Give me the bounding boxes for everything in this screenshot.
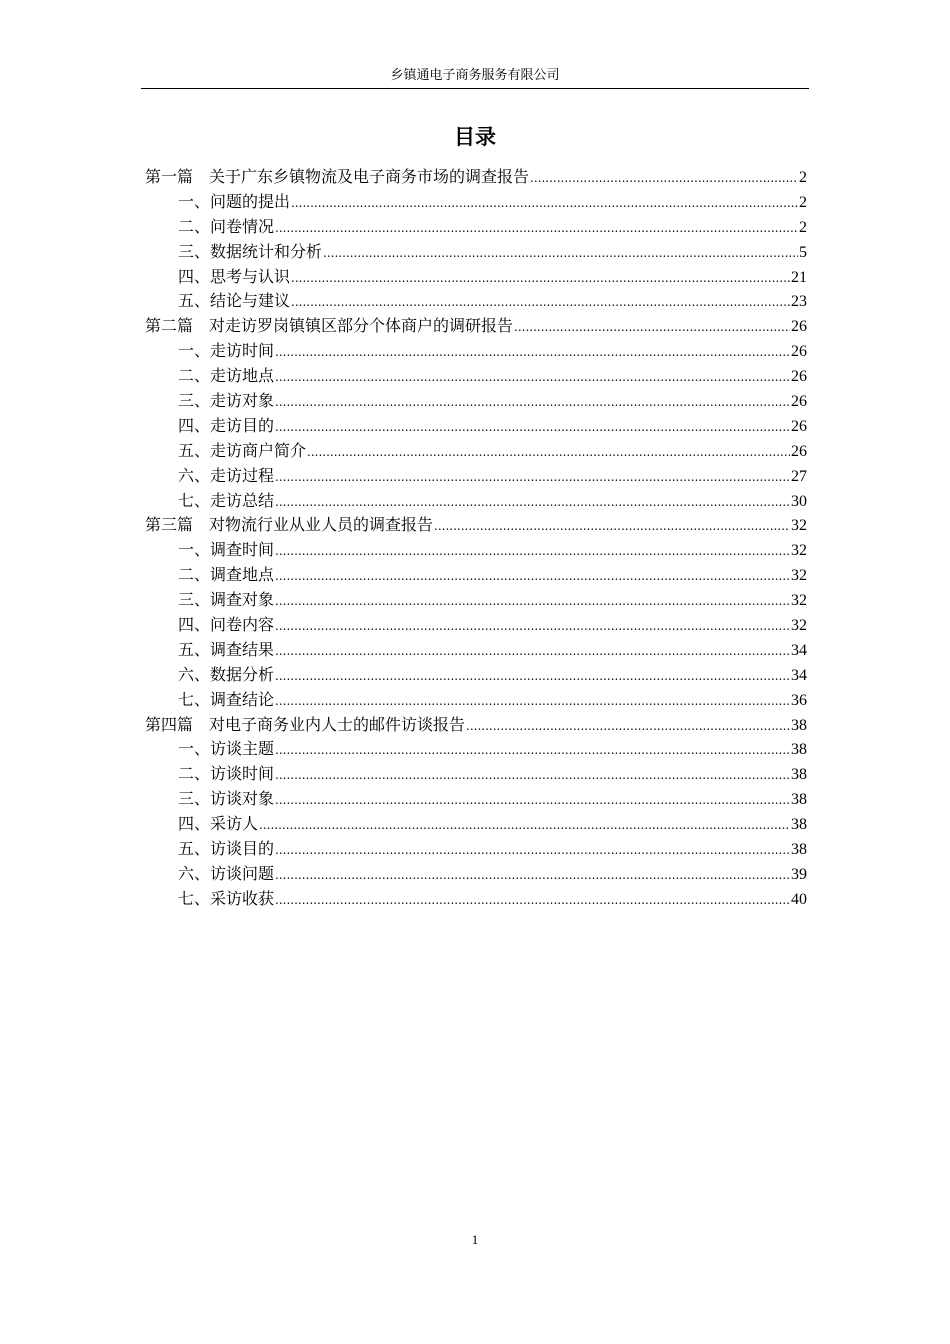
toc-dot-leader [259, 813, 790, 838]
toc-section-entry[interactable] [145, 389, 807, 414]
toc-dot-leader [434, 514, 790, 539]
toc-entry-text: 对走访罗岗镇镇区部分个体商户的调研报告 [209, 316, 514, 336]
toc-entry-text: 七、走访总结 [178, 490, 275, 510]
toc-section-entry[interactable] [145, 588, 807, 613]
toc-entry-text: 一、问题的提出 [178, 191, 291, 211]
toc-entry-text: 五、调查结果 [178, 639, 275, 659]
toc-section-entry[interactable] [145, 688, 807, 713]
toc-entry-label [178, 737, 274, 762]
toc-section-entry[interactable] [145, 862, 807, 887]
toc-dot-leader [275, 863, 790, 888]
toc-section-entry[interactable] [145, 737, 807, 762]
toc-section-entry[interactable] [145, 663, 807, 688]
toc-entry-text: 七、采访收获 [178, 888, 275, 908]
toc-dot-leader [275, 838, 790, 863]
toc-chapter-number: 第一篇 [145, 167, 194, 186]
table-of-contents [145, 165, 807, 912]
toc-entry-label [178, 265, 290, 290]
toc-entry-label [178, 215, 274, 240]
toc-page-number: 5 [799, 243, 807, 261]
toc-dot-leader [291, 191, 798, 216]
toc-entry-text: 一、调查时间 [178, 540, 275, 560]
toc-entry-label [178, 240, 322, 265]
toc-page-number: 38 [791, 791, 807, 809]
toc-entry-label [178, 364, 274, 389]
toc-dot-leader [275, 465, 790, 490]
toc-entry-text: 四、走访目的 [178, 415, 275, 435]
toc-entry-label [178, 588, 274, 613]
toc-section-entry[interactable] [145, 762, 807, 787]
toc-chapter-entry[interactable] [145, 713, 807, 738]
toc-entry-text: 对物流行业从业人员的调查报告 [209, 515, 434, 535]
toc-section-entry[interactable] [145, 638, 807, 663]
toc-entry-label [178, 389, 274, 414]
toc-entry-text: 三、走访对象 [178, 391, 275, 411]
toc-chapter-entry[interactable] [145, 314, 807, 339]
toc-chapter-entry[interactable] [145, 165, 807, 190]
toc-entry-label [145, 513, 433, 538]
toc-entry-text: 六、数据分析 [178, 664, 275, 684]
toc-dot-leader [275, 365, 790, 390]
toc-page-number: 34 [791, 666, 807, 684]
toc-dot-leader [530, 166, 798, 191]
toc-page-number: 26 [791, 393, 807, 411]
toc-section-entry[interactable] [145, 240, 807, 265]
toc-page-number: 38 [791, 816, 807, 834]
toc-entry-text: 四、问卷内容 [178, 615, 275, 635]
toc-entry-text: 五、访谈目的 [178, 839, 275, 859]
toc-entry-label [178, 613, 274, 638]
toc-page-number: 38 [791, 741, 807, 759]
page-number: 1 [471, 1232, 479, 1247]
toc-chapter-number: 第四篇 [145, 714, 194, 734]
toc-page-number: 32 [791, 617, 807, 635]
toc-entry-text: 三、访谈对象 [178, 789, 275, 809]
toc-entry-text: 一、走访时间 [178, 341, 275, 361]
toc-dot-leader [275, 788, 790, 813]
toc-dot-leader [275, 390, 790, 415]
toc-entry-text: 七、调查结论 [178, 689, 275, 709]
toc-dot-leader [275, 738, 790, 763]
toc-entry-text: 五、结论与建议 [178, 291, 291, 311]
toc-dot-leader [275, 539, 790, 564]
toc-dot-leader [514, 315, 790, 340]
toc-page-number: 36 [791, 691, 807, 709]
toc-dot-leader [275, 589, 790, 614]
toc-entry-label [178, 638, 274, 663]
toc-section-entry[interactable] [145, 538, 807, 563]
toc-entry-label [178, 439, 306, 464]
toc-dot-leader [275, 564, 790, 589]
toc-page-number: 26 [791, 442, 807, 460]
toc-dot-leader [275, 415, 790, 440]
toc-entry-label [178, 812, 258, 837]
toc-dot-leader [291, 266, 790, 291]
toc-section-entry[interactable] [145, 364, 807, 389]
toc-page-number: 2 [799, 218, 807, 236]
toc-dot-leader [275, 639, 790, 664]
toc-section-entry[interactable] [145, 339, 807, 364]
toc-section-entry[interactable] [145, 489, 807, 514]
toc-entry-text: 一、访谈主题 [178, 739, 275, 759]
toc-page-number: 26 [791, 343, 807, 361]
toc-chapter-number: 第三篇 [145, 515, 194, 535]
page-header [141, 64, 809, 89]
toc-section-entry[interactable] [145, 414, 807, 439]
toc-entry-text: 四、采访人 [178, 814, 259, 834]
toc-page-number: 27 [791, 467, 807, 485]
toc-entry-text: 三、数据统计和分析 [178, 241, 323, 261]
toc-dot-leader [307, 440, 790, 465]
toc-page-number: 21 [791, 268, 807, 286]
toc-dot-leader [275, 216, 798, 241]
toc-section-entry[interactable] [145, 439, 807, 464]
toc-entry-label [178, 688, 274, 713]
toc-dot-leader [466, 714, 790, 739]
toc-section-entry[interactable] [145, 563, 807, 588]
toc-entry-label [178, 538, 274, 563]
toc-section-entry[interactable] [145, 812, 807, 837]
toc-page-number: 2 [799, 169, 807, 186]
toc-entry-text: 四、思考与认识 [178, 266, 291, 286]
toc-section-entry[interactable] [145, 613, 807, 638]
toc-page-number: 32 [791, 592, 807, 610]
toc-page-number: 2 [799, 193, 807, 211]
toc-entry-text: 二、问卷情况 [178, 216, 275, 236]
toc-dot-leader [275, 490, 790, 515]
toc-page-number: 26 [791, 417, 807, 435]
toc-entry-label [178, 489, 274, 514]
toc-page-number: 32 [791, 517, 807, 535]
toc-section-entry[interactable] [145, 787, 807, 812]
toc-entry-label [178, 563, 274, 588]
toc-chapter-entry[interactable] [145, 513, 807, 538]
page-title: 目录 [454, 125, 496, 149]
toc-page-number: 38 [791, 841, 807, 859]
toc-dot-leader [323, 241, 798, 266]
toc-section-entry[interactable] [145, 464, 807, 489]
toc-section-entry[interactable] [145, 887, 807, 912]
toc-page-number: 23 [791, 293, 807, 311]
toc-page-number: 30 [791, 492, 807, 510]
toc-page-number: 26 [791, 318, 807, 336]
header-company-name: 乡镇通电子商务服务有限公司 [390, 68, 560, 83]
toc-section-entry[interactable] [145, 265, 807, 290]
toc-dot-leader [275, 614, 790, 639]
toc-section-entry[interactable] [145, 215, 807, 240]
toc-entry-label [178, 887, 274, 912]
toc-entry-label [178, 862, 274, 887]
toc-page-number: 32 [791, 567, 807, 585]
toc-page-number: 34 [791, 641, 807, 659]
toc-dot-leader [275, 689, 790, 714]
toc-entry-text: 六、访谈问题 [178, 863, 275, 883]
toc-dot-leader [275, 664, 790, 689]
toc-entry-label [178, 837, 274, 862]
toc-entry-text: 二、访谈时间 [178, 764, 275, 784]
toc-page-number: 32 [791, 542, 807, 560]
toc-entry-label [178, 414, 274, 439]
toc-chapter-number: 第二篇 [145, 316, 194, 336]
toc-entry-text: 二、调查地点 [178, 565, 275, 585]
toc-entry-text: 三、调查对象 [178, 590, 275, 610]
toc-dot-leader [275, 763, 790, 788]
toc-entry-text: 六、走访过程 [178, 465, 275, 485]
toc-entry-label [178, 464, 274, 489]
toc-entry-label [178, 762, 274, 787]
toc-entry-text: 对电子商务业内人士的邮件访谈报告 [209, 714, 466, 734]
toc-section-entry[interactable] [145, 837, 807, 862]
toc-dot-leader [275, 340, 790, 365]
toc-dot-leader [291, 290, 790, 315]
toc-section-entry[interactable] [145, 289, 807, 314]
toc-entry-label [145, 713, 465, 738]
toc-entry-text: 关于广东乡镇物流及电子商务市场的调查报告 [209, 167, 530, 186]
toc-entry-label [178, 289, 290, 314]
toc-entry-label [178, 190, 290, 215]
toc-entry-label [145, 314, 513, 339]
toc-page-number: 40 [791, 890, 807, 908]
toc-page-number: 38 [791, 716, 807, 734]
toc-entry-label [178, 787, 274, 812]
toc-entry-text: 二、走访地点 [178, 366, 275, 386]
toc-section-entry[interactable] [145, 190, 807, 215]
toc-entry-label [178, 339, 274, 364]
toc-page-number: 39 [791, 865, 807, 883]
toc-entry-label [178, 663, 274, 688]
toc-entry-text: 五、走访商户简介 [178, 440, 307, 460]
toc-page-number: 38 [791, 766, 807, 784]
toc-entry-label [145, 165, 529, 190]
toc-page-number: 26 [791, 368, 807, 386]
toc-dot-leader [275, 888, 790, 913]
